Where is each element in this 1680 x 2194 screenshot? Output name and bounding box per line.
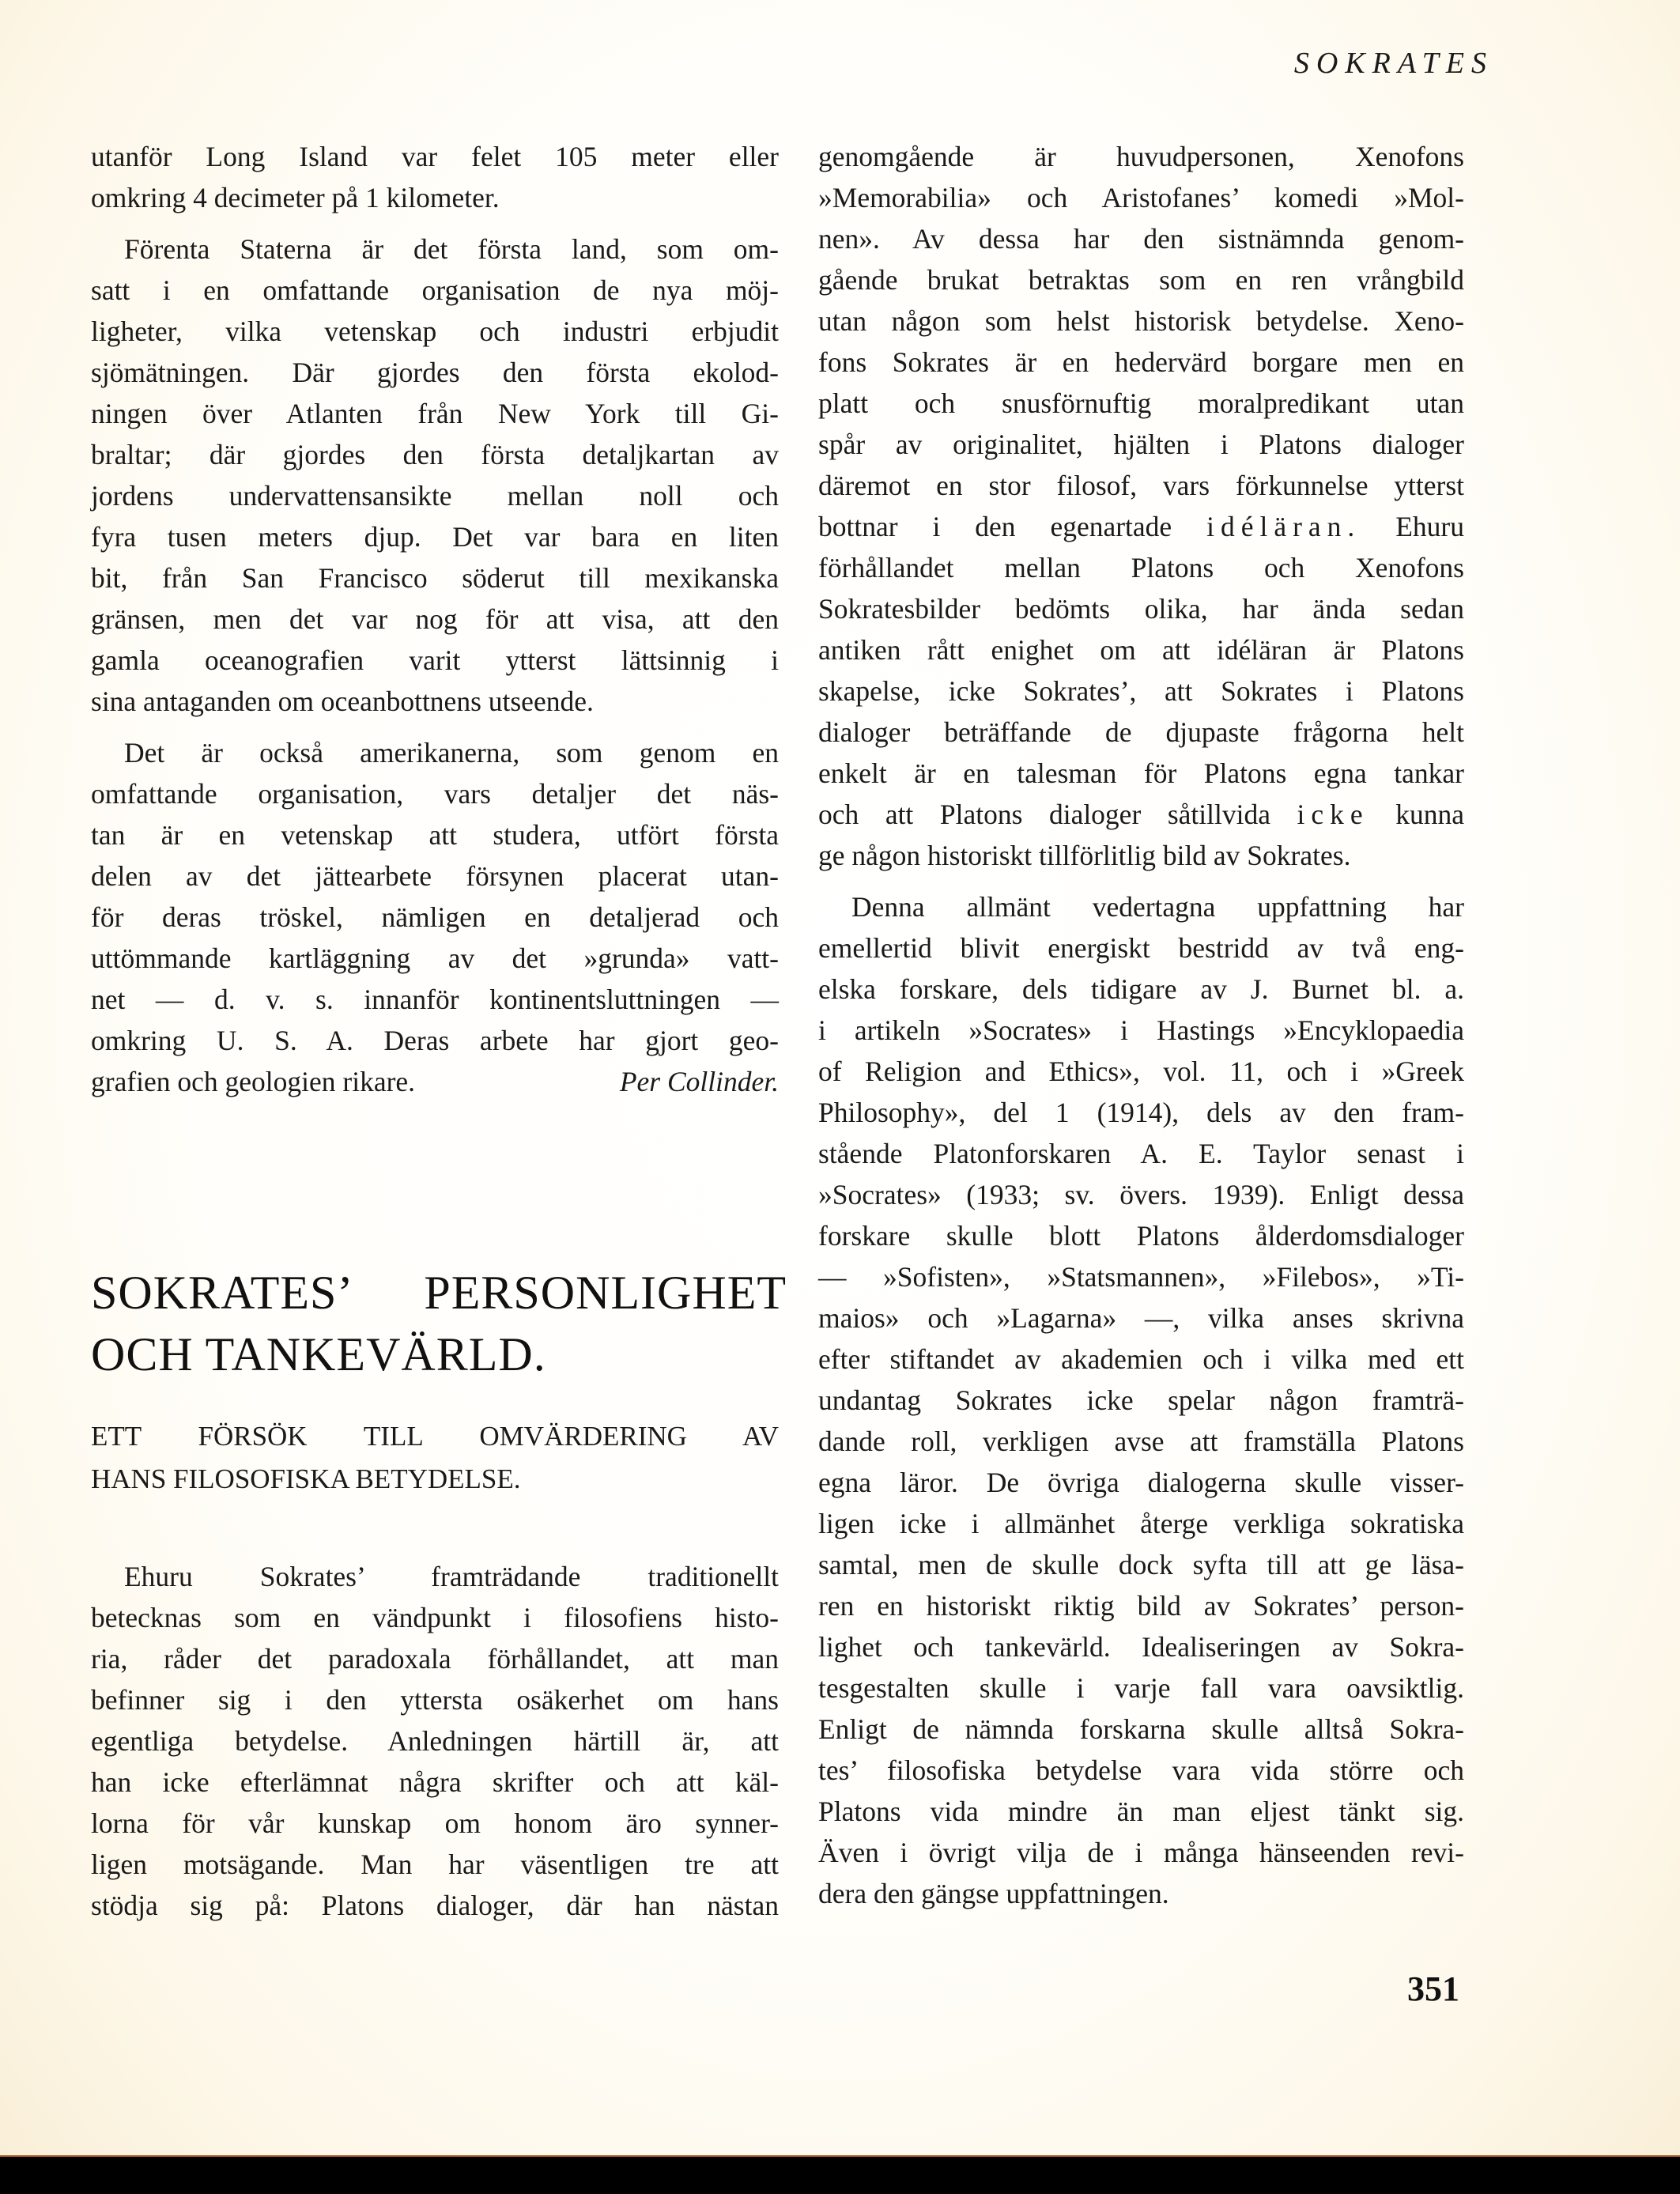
- text-line-emphasis: [818, 506, 1464, 547]
- text-line: Sokratesbilder bedömts olika, har ända sedan: [818, 593, 1464, 625]
- text-line: delen av det jättearbete försynen placerat utan-: [91, 860, 779, 892]
- text-line: gamla oceanografien varit ytterst lättsinnig i: [91, 644, 779, 676]
- text-line: skapelse, icke Sokrates’, att Sokrates i Platons: [818, 675, 1464, 707]
- text-line: i artikeln »Socrates» i Hastings »Encyklopaedia: [818, 1014, 1464, 1046]
- text-fragment: Ehuru: [1395, 511, 1465, 542]
- text-line: egna läror. De övriga dialogerna skulle visser-: [818, 1467, 1464, 1498]
- page-number: 351: [1407, 1969, 1459, 2008]
- spaced-emphasis: idéläran.: [1206, 511, 1361, 542]
- text-line: för deras tröskel, nämligen en detaljerad och: [91, 901, 779, 933]
- text-line: platt och snusförnuftig moralpredikant utan: [818, 387, 1464, 419]
- text-line: gående brukat betraktas som en ren vrångbild: [818, 264, 1464, 296]
- text-line: ren en historiskt riktig bild av Sokrates’ person-: [818, 1590, 1464, 1622]
- text-line: jordens undervattensansikte mellan noll och: [91, 480, 779, 512]
- text-line: lorna för vår kunskap om honom äro synner-: [91, 1807, 779, 1839]
- text-line: »Socrates» (1933; sv. övers. 1939). Enligt dessa: [818, 1179, 1464, 1210]
- text-fragment: och att Platons dialoger såtillvida: [818, 799, 1270, 830]
- article-title-line-1: SOKRATES’ PERSONLIGHET: [91, 1267, 787, 1319]
- text-fragment: kunna: [1395, 799, 1464, 830]
- text-line: elska forskare, dels tidigare av J. Burnet bl. a.: [818, 973, 1464, 1005]
- text-line: dera den gängse uppfattningen.: [818, 1878, 1169, 1909]
- left-column-article-body: [91, 1556, 779, 1926]
- text-line: »Memorabilia» och Aristofanes’ komedi »Mol-: [818, 182, 1464, 213]
- text-line: utan någon som helst historisk betydelse. Xeno-: [818, 305, 1464, 337]
- text-line: ge någon historiskt tillförlitlig bild av Sokrates.: [818, 840, 1351, 871]
- running-head: SOKRATES: [1293, 47, 1493, 80]
- text-fragment: bottnar i den egenartade: [818, 511, 1172, 542]
- text-line: bit, från San Francisco söderut till mexikanska: [91, 562, 779, 594]
- text-line: sjömätningen. Där gjordes den första ekolod-: [91, 357, 779, 388]
- scan-border: [0, 2157, 1680, 2194]
- spaced-emphasis: icke: [1297, 799, 1369, 830]
- text-line: Även i övrigt vilja de i många hänseenden revi-: [818, 1837, 1464, 1868]
- text-line: däremot en stor filosof, vars förkunnelse ytterst: [818, 470, 1464, 501]
- text-line: spår av originalitet, hjälten i Platons dialoger: [818, 429, 1464, 460]
- text-line: of Religion and Ethics», vol. 11, och i »Greek: [818, 1055, 1464, 1087]
- text-line: betecknas som en vändpunkt i filosofiens histo-: [91, 1602, 779, 1633]
- text-line: tan är en vetenskap att studera, utfört första: [91, 819, 779, 851]
- text-line: han icke efterlämnat några skrifter och att käl-: [91, 1766, 779, 1798]
- text-line: ligen motsägande. Man har väsentligen tre att: [91, 1848, 779, 1880]
- text-line: omkring U. S. A. Deras arbete har gjort geo-: [91, 1025, 779, 1056]
- text-line: uttömmande kartläggning av det »grunda» vatt-: [91, 942, 779, 974]
- text-line: Philosophy», del 1 (1914), dels av den fram-: [818, 1097, 1464, 1128]
- text-line: ria, råder det paradoxala förhållandet, att man: [91, 1643, 779, 1675]
- text-line: förhållandet mellan Platons och Xenofons: [818, 552, 1464, 583]
- text-line: satt i en omfattande organisation de nya möj-: [91, 274, 779, 306]
- article-title-line-2: OCH TANKEVÄRLD.: [91, 1328, 546, 1380]
- text-line: tes’ filosofiska betydelse vara vida större och: [818, 1754, 1464, 1786]
- text-line: — »Sofisten», »Statsmannen», »Filebos», »Ti-: [818, 1261, 1464, 1293]
- text-line: ligheter, vilka vetenskap och industri erbjudit: [91, 315, 779, 347]
- text-line: antiken rått enighet om att idéläran är Platons: [818, 634, 1464, 666]
- signature-line: [91, 1061, 779, 1102]
- text-line: forskare skulle blott Platons ålderdomsdialoger: [818, 1220, 1464, 1252]
- right-column-article-body: [818, 136, 1464, 1914]
- text-line: ligen icke i allmänhet återge verkliga sokratiska: [818, 1508, 1464, 1539]
- text-line: lighet och tankevärld. Idealiseringen av Sokra-: [818, 1631, 1464, 1663]
- article-subtitle-line-2: HANS FILOSOFISKA BETYDELSE.: [91, 1463, 521, 1494]
- text-line: net — d. v. s. innanför kontinentsluttningen —: [91, 984, 779, 1015]
- text-line: stödja sig på: Platons dialoger, där han nästan: [91, 1890, 779, 1921]
- text-line: enkelt är en talesman för Platons egna tankar: [818, 757, 1464, 789]
- author-signature: Per Collinder.: [619, 1066, 779, 1097]
- text-line: Denna allmänt vedertagna uppfattning har: [851, 891, 1464, 923]
- text-line: genomgående är huvudpersonen, Xenofons: [818, 141, 1464, 172]
- article-title: [91, 1262, 787, 1385]
- text-line: sina antaganden om oceanbottnens utseende.: [91, 685, 594, 717]
- text-line: tesgestalten skulle i varje fall vara oavsiktlig.: [818, 1672, 1464, 1704]
- text-line: dande roll, verkligen avse att framställa Platons: [818, 1426, 1464, 1457]
- text-line: Förenta Staterna är det första land, som om-: [124, 233, 779, 265]
- text-fragment: grafien och geologien rikare.: [91, 1066, 416, 1097]
- text-line: fons Sokrates är en hedervärd borgare men en: [818, 346, 1464, 378]
- text-line: Det är också amerikanerna, som genom en: [124, 737, 779, 768]
- text-line: Platons vida mindre än man eljest tänkt sig.: [818, 1796, 1464, 1827]
- text-line: undantag Sokrates icke spelar någon framträ-: [818, 1384, 1464, 1416]
- text-line: emellertid blivit energiskt bestridd av två eng-: [818, 932, 1464, 964]
- text-line: dialoger beträffande de djupaste frågorna helt: [818, 716, 1464, 748]
- text-line: Enligt de nämnda forskarna skulle alltså Sokra-: [818, 1713, 1464, 1745]
- text-line: fyra tusen meters djup. Det var bara en liten: [91, 521, 779, 553]
- text-line: efter stiftandet av akademien och i vilka med ett: [818, 1343, 1464, 1375]
- text-line-emphasis: [818, 794, 1464, 835]
- text-line: Ehuru Sokrates’ framträdande traditionellt: [124, 1561, 779, 1592]
- text-line: befinner sig i den yttersta osäkerhet om hans: [91, 1684, 779, 1716]
- text-line: maios» och »Lagarna» —, vilka anses skrivna: [818, 1302, 1464, 1334]
- article-subtitle: [91, 1415, 779, 1501]
- text-line: gränsen, men det var nog för att visa, att den: [91, 603, 779, 635]
- article-subtitle-line-1: ETT FÖRSÖK TILL OMVÄRDERING AV: [91, 1421, 779, 1452]
- text-line: utanför Long Island var felet 105 meter eller: [91, 141, 779, 172]
- text-line: stående Platonforskaren A. E. Taylor senast i: [818, 1138, 1464, 1169]
- text-line: omkring 4 decimeter på 1 kilometer.: [91, 182, 500, 213]
- text-line: omfattande organisation, vars detaljer det näs-: [91, 778, 779, 810]
- text-line: ningen över Atlanten från New York till Gi-: [91, 398, 779, 429]
- text-line: samtal, men de skulle dock syfta till att ge läsa-: [818, 1549, 1464, 1580]
- text-line: nen». Av dessa har den sistnämnda genom-: [818, 223, 1464, 255]
- left-column-previous-article: [91, 136, 779, 1102]
- text-line: braltar; där gjordes den första detaljkartan av: [91, 439, 779, 470]
- text-line: egentliga betydelse. Anledningen härtill är, att: [91, 1725, 779, 1757]
